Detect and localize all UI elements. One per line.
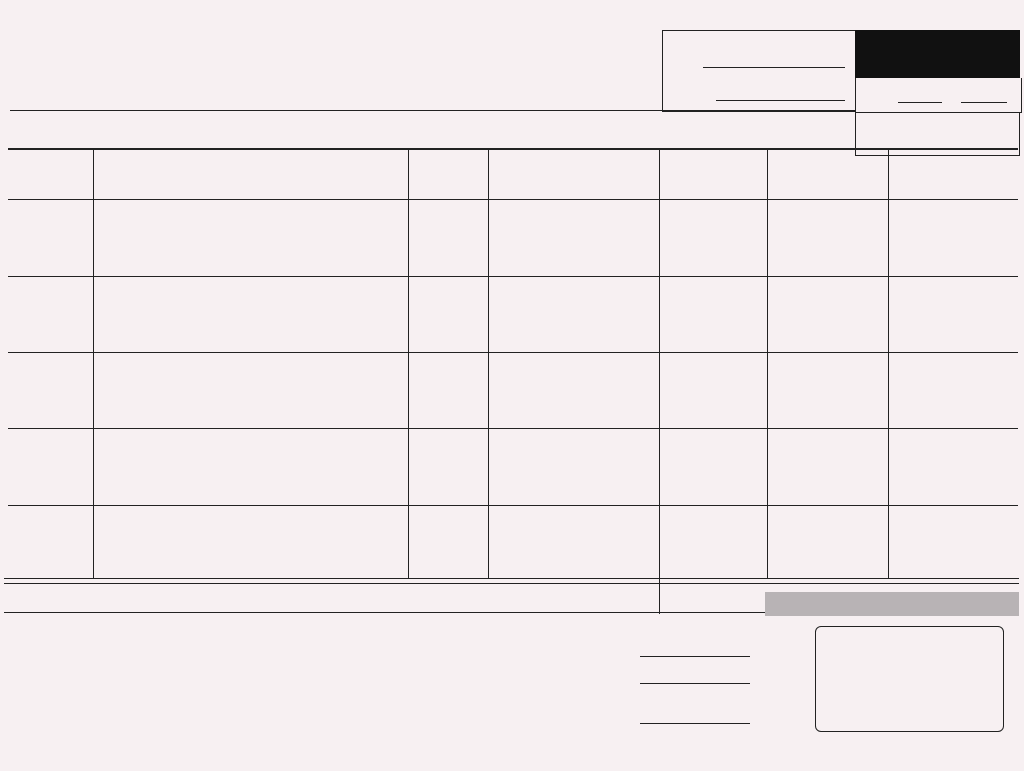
table-bottom-border — [4, 578, 1019, 579]
row-divider — [8, 505, 1018, 506]
page-total — [961, 86, 1007, 103]
col-divider — [408, 149, 409, 579]
through-field — [716, 83, 845, 101]
row-divider — [8, 276, 1018, 277]
filer-divider — [10, 110, 855, 111]
form-badge — [855, 30, 1020, 78]
page-number — [898, 86, 942, 103]
summary-total-value — [640, 723, 750, 724]
contributor-codes-box — [815, 626, 1004, 732]
header-divider — [8, 199, 1018, 200]
summary-line-2-value — [640, 683, 750, 684]
col-divider — [659, 149, 660, 614]
summary-line-1-value — [640, 656, 750, 657]
col-divider — [93, 149, 94, 579]
row-divider — [8, 428, 1018, 429]
from-field — [703, 50, 845, 68]
table-bottom-border — [4, 583, 1019, 584]
table-top-border — [8, 148, 1018, 150]
subtotal-shaded-cell — [765, 592, 1019, 616]
col-divider — [888, 149, 889, 579]
col-divider — [767, 149, 768, 579]
row-divider — [8, 352, 1018, 353]
col-divider — [488, 149, 489, 579]
